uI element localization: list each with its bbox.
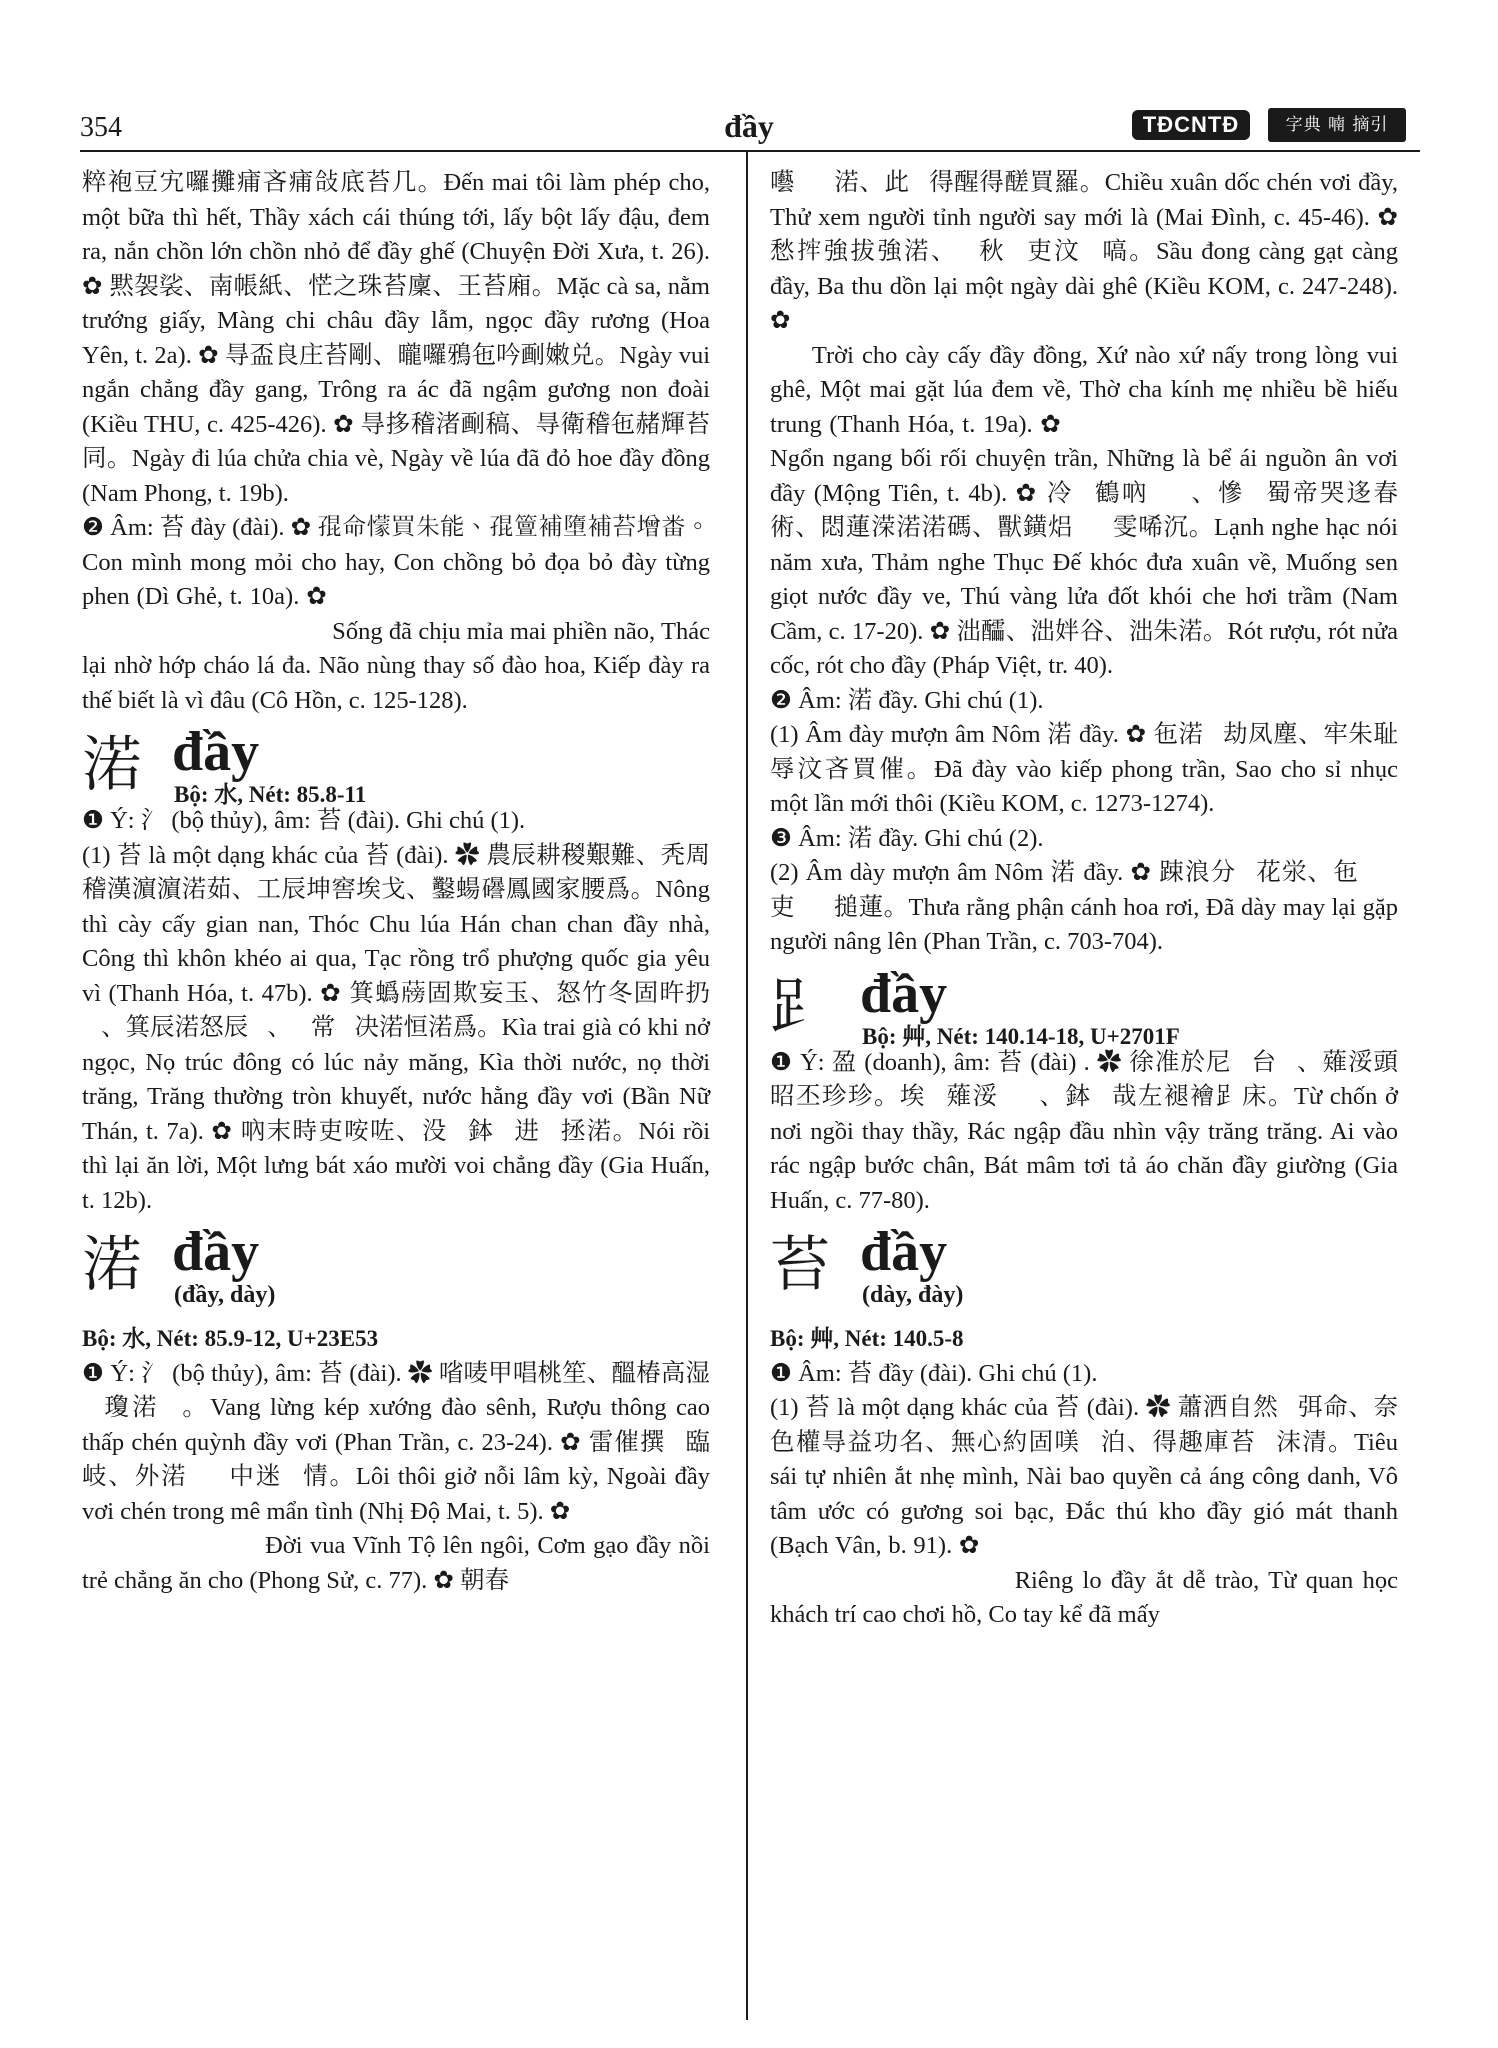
column-divider (746, 152, 748, 2020)
entry-variant-readings: (đầy, dày) (174, 1282, 276, 1308)
entry-text: ❶ Âm: 苔 đầy (đài). Ghi chú (1). (770, 1359, 1098, 1387)
entry-text: ❷ Âm: 苔 đày (đài). ✿ 𡥵命懞買朱能、𡥵䉡補墮補苔增畨。Con mình mong mỏi cho hay, Con chồng bỏ đọa bỏ đày từng phen (Dì Ghẻ, t. 10a). ✿ 𦋦㐌𦘧𣔐枚煩惱、托吏㤇哈粲莀多、惱濃台效桃花、劫苔罯世別𠵋爲兜。Sống đã chịu mỉa mai phiền não, Thác lại nhờ hớp cháo lá đa. Não nùng thay số đào hoa, Kiếp đày ra thế biết là vì đâu (Cô Hồn, c. 125-128). (82, 514, 710, 714)
entry-text: 粹袍豆宄囉攤痡吝痡敆底苔几。Đến mai tôi làm phép cho, một bữa thì hết, Thầy xách cái thúng tới, lấy bột lấy đậu, đem ra, nắn chồn lớn chồn nhỏ để đầy ghế (Chuyện Đời Xưa, t. 26). ✿ 黙袈裟、南帳紙、恾之珠苔廩、王苔廂。Mặc cà sa, nằm trướng giấy, Màng chi châu đầy lẫm, ngọc đầy rương (Hoa Yên, t. 2a). ✿ 㝵盃良庄苔剛、曨囉鴉㐌吟㓰嫩兑。Ngày vui ngắn chẳng đầy gang, Trông ra ác đã ngậm gương non đoài (Kiều THU, c. 425-426). ✿ 㝵拸稽渚㓰稿、㝵衛稽㐌赭輝苔同。Ngày đi lúa chửa chia vè, Ngày về lúa đã đỏ hoe đầy đồng (Nam Phong, t. 19b). (82, 169, 710, 507)
entry-word: đầy (860, 1221, 948, 1283)
entry-text: ❶ Ý: 氵 (bộ thủy), âm: 苔 (đài). ✿ 㗂唛甲唱桃笙、醞椿高湿𡂳瓊渃𣼼。Vang lừng kép xướng đào sênh, Rượu thông cao thấp chén quỳnh đầy vơi (Phan Trần, c. 23-24). ✿ 雷催撰𩛂臨岐、外渃𣼼𡂳中迷𢣂情。Lôi thôi giở nỗi lâm kỳ, Ngoài đầy vơi chén trong mê mẩn tình (Nhị Độ Mai, t. 5). ✿ 𦬑𢌌永祚𨖲𡎝、粃粘渃坳𡛔拯咹朱。Đời vua Vĩnh Tộ lên ngôi, Cơm gạo đầy nồi trẻ chẳng ăn cho (Phong Sử, c. 77). ✿ 朝春 (82, 1359, 710, 1594)
entry-heading (770, 962, 1398, 1049)
entry-text: ❶ Ý: 盈 (doanh), âm: 苔 (đài) . ✿ 徐准於尼𤼸台𩛄、薙浽頭昭丕珍珍。埃𠓨薙浽𨀈𨁮、鉢𥗌哉左褪襘𧾷床。Từ chốn ở nơi ngồi thay thầy, Rác ngập đầu nhìn vậy trăng trăng. Ai vào rác ngập bước chân, Bát mâm tơi tả áo chăn đầy giường (Gia Huấn, c. 77-80). (770, 1048, 1398, 1214)
left-column (82, 166, 710, 1598)
page-number: 354 (80, 112, 122, 143)
entry-radical-strokes: Bộ: 水, Nét: 85.9-12, U+23E53 (82, 1326, 379, 1351)
entry-word: đầy (172, 1221, 260, 1283)
running-head: đầy (724, 108, 774, 144)
entry-glyph: 𧾷 (770, 971, 830, 1042)
entry-word: đầy (172, 721, 260, 783)
entry-text: ❸ Âm: 渃 đầy. Ghi chú (2). (770, 824, 1044, 852)
entry-glyph: 渃 (82, 730, 142, 800)
entry-text: ❷ Âm: 渃 đầy. Ghi chú (1). (770, 686, 1044, 714)
entry-heading (82, 1221, 710, 1322)
entry-radical-strokes: Bộ: 水, Nét: 85.8-11 (174, 782, 367, 807)
entry-text: ❶ Ý: 氵 (bộ thủy), âm: 苔 (đài). Ghi chú (1). (82, 807, 526, 834)
entry-text: (1) Âm đày mượn âm Nôm 渃 đầy. ✿ 㐌渃𠓨劫凤塵、牢朱耻辱汶吝買催。Đã đày vào kiếp phong trần, Sao cho sỉ nhục một lần mới thôi (Kiều KOM, c. 1273-1274). (770, 721, 1398, 817)
entry-text: (1) 苔 là một dạng khác của 苔 (đài). ✿ 農辰耕稯艱難、秃周稽漢濵濵渃茹、工辰坤窖埃戈、鑿蝪𥗟鳳國家腰爲。Nông thì cày cấy gian nan, Thóc Chu lúa Hán chan chan đầy nhà, Công thì khôn khéo ai qua, Tạc rồng trổ phượng quốc gia yêu vì (Thanh Hóa, t. 47b). ✿ 箕蟡𦾭固欺妄玉、怒竹冬固旿扔𣘊、箕辰渃怒辰𦚐、𦚐常𨤧决渃恒渃爲。Kìa trai già có khi nở ngọc, Nọ trúc đông có lúc nảy măng, Kìa thời nước, nọ thời trăng, Trăng thường tròn khuyết, nước hằng đầy vơi (Bần Nữ Thán, t. 7a). ✿ 吶末時吏咹咗、没𣛠鉢𦢳进𡨸拯渃。Nói rồi thì lại ăn lời, Một lưng bát xáo mười voi chẳng đầy (Gia Huấn, t. 12b). (82, 841, 710, 1214)
entry-text: 囈𡂳𣼼渃、此𣅶得醒得醝買羅。Chiều xuân dốc chén vơi đầy, Thử xem người tỉnh người say mới là (Mai Đình, c. 45-46). ✿ 愁𢭂強拔強渃、𢀲秋𢹣吏汶𠃣嗃。Sầu đong càng gạt càng đầy, Ba thu dồn lại một ngày dài ghê (Kiều KOM, c. 247-248). ✿ 𡗶朱𦓿𥟉渃同、處市處乃𨁪𢢯恄稽、没𣋚𠞹稽抌衛、𣋴吒敬媄𧀒皮孝忠。Trời cho cày cấy đầy đồng, Xứ nào xứ nấy trong lòng vui ghê, Một mai gặt lúa đem về, Thờ cha kính mẹ nhiều bề hiếu trung (Thanh Hóa, t. 19a). ✿ 𡗉昂貝絨傳塵、仍㝵𣵶愛源恩𣼼渃。Ngổn ngang bối rối chuyện trần, Những là bể ái nguồn ân vơi đầy (Mộng Tiên, t. 4b). ✿ 冷𦖑鶴吶𢆥𣈕、慘𦖑蜀帝哭迻春術、悶蓮溁渃渃碼、獸鐄焒𤇮𩃳雯唏沉。Lạnh nghe hạc nói năm xưa, Thảm nghe Thục Đế khóc đưa xuân về, Muống sen giọt nước đầy ve, Thú vàng lửa đốt khói che hơi trầm (Nam Cầm, c. 17-20). ✿ 泏醽、泏姅谷、泏朱渃。Rót rượu, rót nửa cốc, rót cho đầy (Pháp Việt, tr. 40). (770, 169, 1398, 679)
dictionary-seal-logo: 字典 喃 摘引 (1268, 108, 1406, 142)
entry-variant-readings: (dày, đày) (862, 1282, 964, 1308)
entry-text: (2) Âm dày mượn âm Nôm 渃 đầy. ✿ 踈浪分𩙻花泶、㐌𢭫𩈘吏𢭲𠊚搥蓮。Thưa rằng phận cánh hoa rơi, Đã dày may lại gặp người nâng lên (Phan Trần, c. 703-704). (770, 859, 1398, 955)
entry-heading (770, 1221, 1398, 1322)
header-rule (80, 150, 1420, 152)
entry-glyph: 渃 (82, 1230, 142, 1300)
entry-text: (1) 苔 là một dạng khác của 苔 (đài). ✿ 蕭洒自然𢀨弭命、奈色權㝵益功名、無心約固𠸍𤈜泊、得趣庫苔𨑮沫清。Tiêu sái tự nhiên ắt nhẹ mình, Nài bao quyền cả áng công danh, Vô tâm ước có gương soi bạc, Đắc thú kho đầy gió mát thanh (Bạch Vân, b. 91). ✿ 𥟉𢛨苔乙𣷷潮、辞官学客智高𨔈湖、𢬣𢬂計㐌𣍊秋、𠄼尼城市𢣂圖渃嫩。Riêng lo đầy ắt dễ trào, Từ quan học khách trí cao chơi hồ, Co tay kể đã mấy (770, 1394, 1398, 1628)
entry-radical-strokes: Bộ: 艸, Nét: 140.5-8 (770, 1326, 964, 1351)
entry-radical-strokes: Bộ: 艸, Nét: 140.14-18, U+2701F (862, 1023, 1180, 1049)
right-column (770, 166, 1398, 1633)
entry-glyph: 苔 (770, 1230, 830, 1300)
entry-word: đầy (860, 962, 948, 1025)
publisher-logo: TĐCNTĐ (1132, 110, 1250, 140)
entry-heading (82, 721, 710, 807)
